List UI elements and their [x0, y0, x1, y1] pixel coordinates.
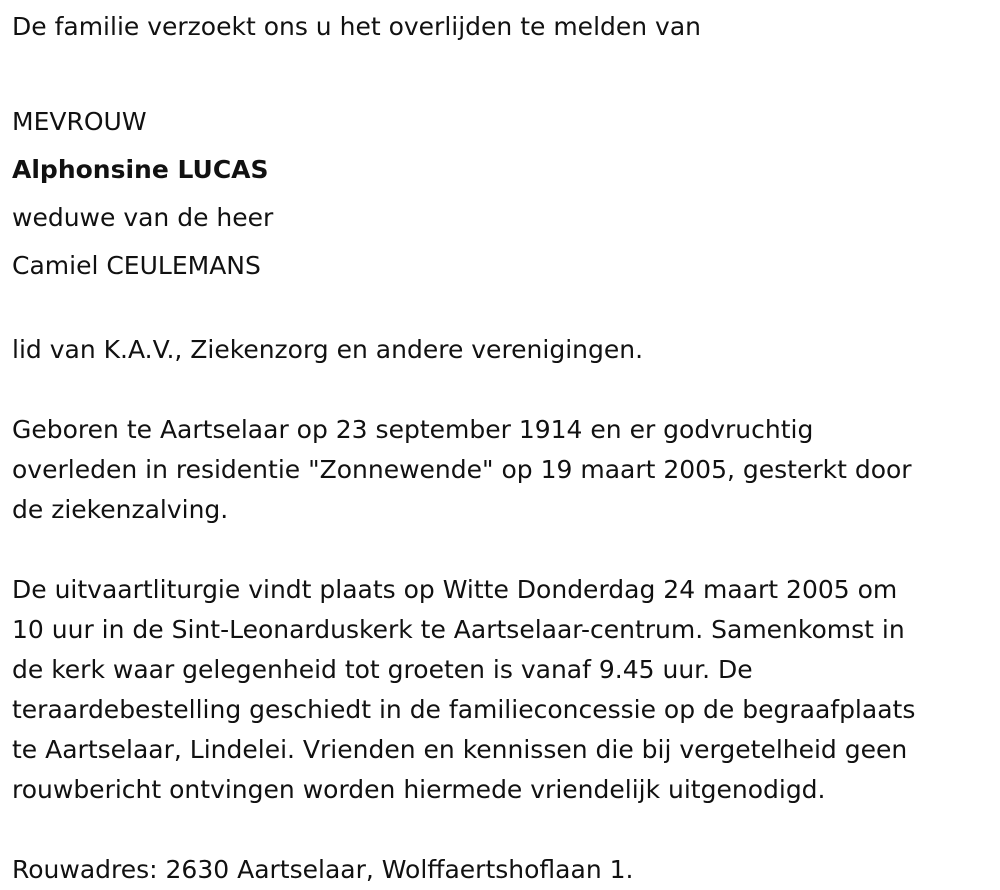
- spacer: [12, 58, 988, 98]
- paragraph-line: te Aartselaar, Lindelei. Vrienden en kennissen die bij vergetelheid geen: [12, 735, 908, 764]
- spacer: [12, 530, 988, 570]
- birth-death-paragraph: [12, 410, 988, 530]
- funeral-paragraph: [12, 570, 988, 810]
- paragraph-line: de kerk waar gelegenheid tot groeten is vanaf 9.45 uur. De: [12, 655, 753, 684]
- paragraph-line: Geboren te Aartselaar op 23 september 1914 en er godvruchtig: [12, 415, 814, 444]
- paragraph-line: overleden in residentie "Zonnewende" op 19 maart 2005, gesterkt door: [12, 455, 912, 484]
- relation-text: weduwe van de heer: [12, 203, 274, 232]
- person-title: MEVROUW: [12, 107, 147, 136]
- spacer: [12, 370, 988, 410]
- paragraph-line: 10 uur in de Sint-Leonarduskerk te Aartselaar-centrum. Samenkomst in: [12, 615, 905, 644]
- paragraph-line: de ziekenzalving.: [12, 495, 229, 524]
- spouse-name: Camiel CEULEMANS: [12, 251, 261, 280]
- address-text: Rouwadres: 2630 Aartselaar, Wolffaertshoflaan 1.: [12, 855, 634, 884]
- membership-text: lid van K.A.V., Ziekenzorg en andere verenigingen.: [12, 335, 644, 364]
- paragraph-line: De uitvaartliturgie vindt plaats op Witte Donderdag 24 maart 2005 om: [12, 575, 898, 604]
- spacer: [12, 810, 988, 850]
- intro-text: De familie verzoekt ons u het overlijden te melden van: [12, 12, 702, 41]
- paragraph-line: teraardebestelling geschiedt in de familieconcessie op de begraafplaats: [12, 695, 916, 724]
- person-name: Alphonsine LUCAS: [12, 155, 269, 184]
- spacer: [12, 290, 988, 330]
- paragraph-line: rouwbericht ontvingen worden hiermede vriendelijk uitgenodigd.: [12, 775, 826, 804]
